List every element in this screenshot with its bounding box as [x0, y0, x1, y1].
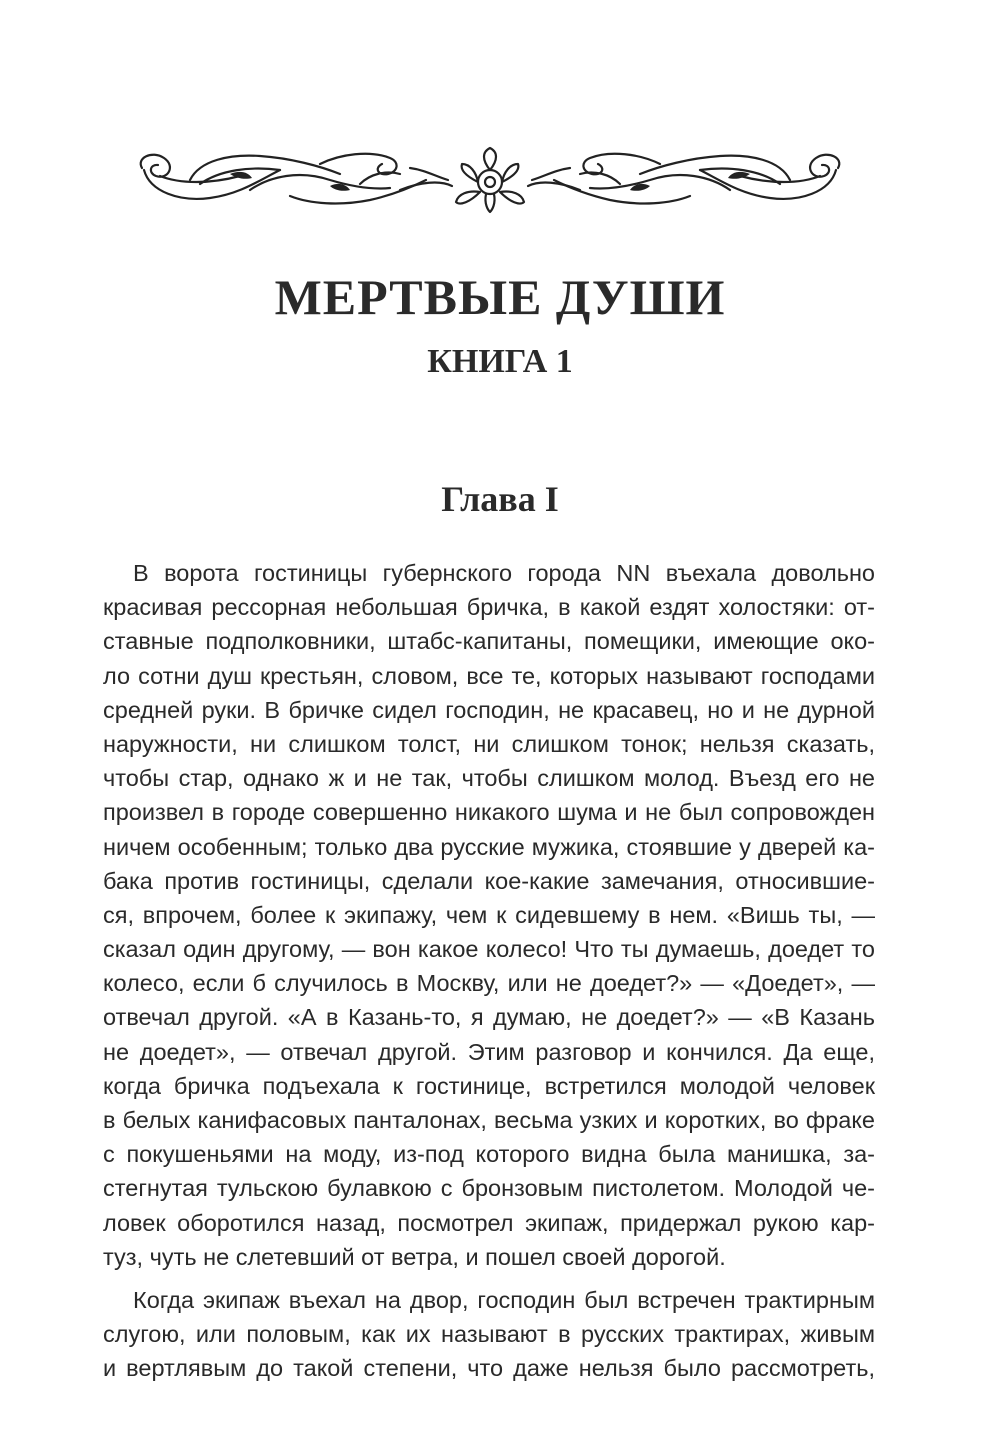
text-line: ловек оборотился назад, посмотрел экипаж, придержал рукою кар- [103, 1209, 875, 1236]
book-title: МЕРТВЫЕ ДУШИ [274, 269, 726, 325]
text-line: Когда экипаж въехал на двор, господин был встречен трактирным [133, 1286, 875, 1313]
text-line: произвел в городе совершенно никакого шума и не был сопровожден [103, 799, 875, 826]
text-line: сказал один другому, — вон какое колесо! Что ты думаешь, доедет то [103, 936, 875, 963]
book-subtitle: КНИГА 1 [427, 343, 573, 380]
text-line: чтобы стар, однако ж и не так, чтобы слишком молод. Въезд его не [103, 765, 875, 792]
text-line: слугою, или половым, как их называют в русских трактирах, живым [103, 1321, 875, 1348]
chapter-title: Глава I [441, 479, 559, 519]
text-line: красивая рессорная небольшая бричка, в какой ездят холостяки: от- [103, 594, 875, 621]
text-line: не доедет», — отвечал другой. Этим разговор и кончился. Да еще, [103, 1038, 875, 1065]
text-line: стегнутая тульскою булавкою с бронзовым пистолетом. Молодой че- [103, 1175, 875, 1202]
text-line: отвечал другой. «А в Казань-то, я думаю, не доедет?» — «В Казань [103, 1004, 875, 1031]
decorative-ornament-headpiece [130, 140, 850, 220]
text-line: колесо, если б случилось в Москву, или не доедет?» — «Доедет», — [103, 970, 875, 997]
text-line: наружности, ни слишком толст, ни слишком тонок; нельзя сказать, [103, 730, 875, 757]
text-line: ставные подполковники, штабс-капитаны, помещики, имеющие око- [103, 628, 875, 655]
text-line: и вертлявым до такой степени, что даже нельзя было рассмотреть, [103, 1355, 875, 1382]
text-line: когда бричка подъехала к гостинице, встретился молодой человек [103, 1072, 875, 1099]
text-line: средней руки. В бричке сидел господин, не красавец, но и не дурной [103, 696, 875, 723]
paragraph [103, 556, 875, 1274]
text-line: с покушеньями на моду, из-под которого видна была манишка, за- [103, 1141, 875, 1168]
text-line: ся, впрочем, более к экипажу, чем к сидевшему в нем. «Вишь ты, — [103, 901, 875, 928]
text-line: ничем особенным; только два русские мужика, стоявшие у дверей ка- [103, 833, 875, 860]
text-line: туз, чуть не слетевший от ветра, и пошел своей дорогой. [103, 1243, 726, 1270]
text-line: ло сотни душ крестьян, словом, все те, которых называют господами [103, 662, 875, 689]
text-line: бака против гостиницы, сделали кое-какие замечания, относившие- [103, 867, 875, 894]
paragraph [103, 1283, 875, 1386]
text-line: в белых канифасовых панталонах, весьма узких и коротких, во фраке [103, 1107, 875, 1133]
body-text [103, 556, 875, 1386]
text-line: В ворота гостиницы губернского города NN въехала довольно [133, 560, 875, 586]
